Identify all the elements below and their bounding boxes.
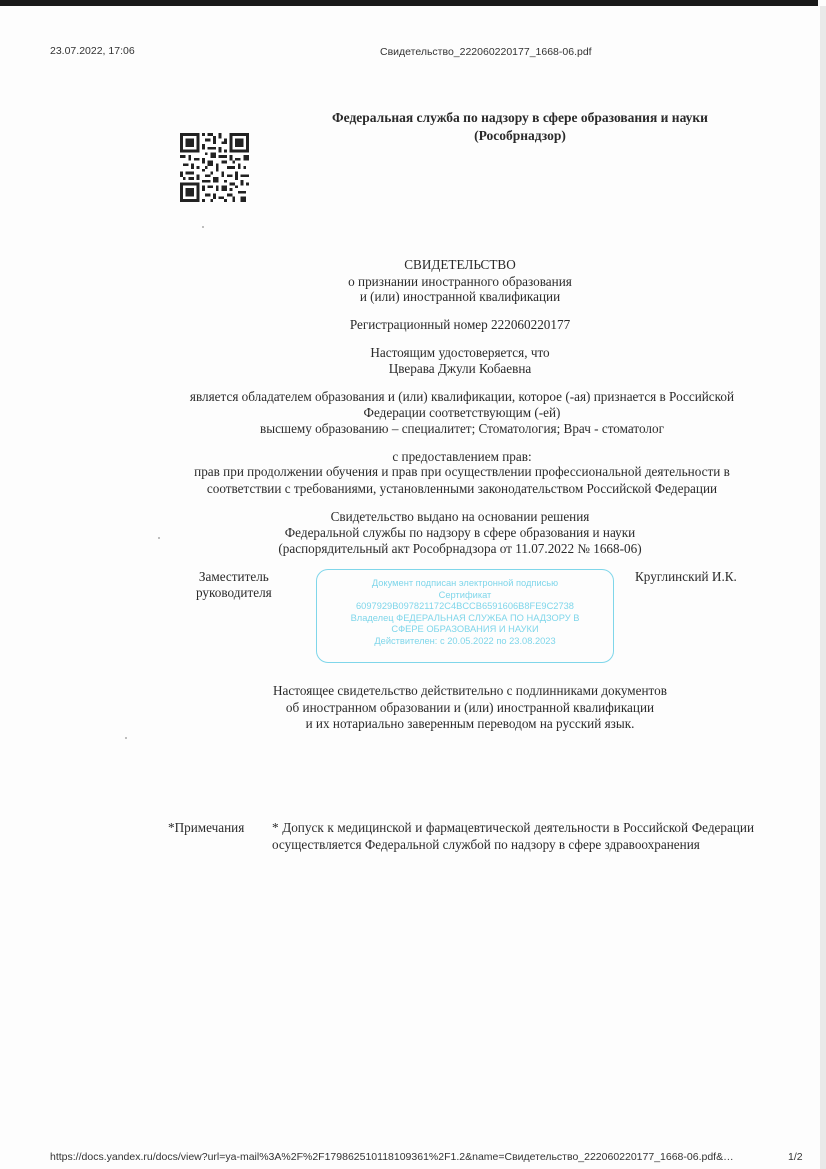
holder-name: Цверава Джули Кобаевна (388, 361, 532, 376)
qr-code-icon (180, 133, 249, 202)
stamp-owner-line-1: Владелец ФЕДЕРАЛЬНАЯ СЛУЖБА ПО НАДЗОРУ В (350, 612, 580, 623)
notes-label: *Примечания (168, 820, 245, 835)
certificate-subtitle-2: и (или) иностранной квалификации (359, 289, 561, 304)
signer-position-line-1: Заместитель (198, 569, 269, 584)
recognition-line-2: Федерации соответствующим (-ей) (363, 405, 561, 420)
scan-speck (158, 537, 160, 539)
certificate-title: СВИДЕТЕЛЬСТВО (404, 257, 516, 272)
notes-text: * Допуск к медицинской и фармацевтической деятельности в Российской Федерации осуществляется Федеральной службой по надзору в сфере здравоохранения (272, 820, 754, 852)
certificate-subtitle-1: о признании иностранного образования (348, 274, 572, 289)
signer-position (196, 569, 272, 601)
stamp-line-1: Документ подписан электронной подписью (371, 578, 559, 588)
stamp-certificate-id: 6097929B097821172C4BCCB6591606B8FE9C2738 (356, 601, 574, 611)
agency-short-name: (Рособрнадзор) (474, 128, 566, 143)
top-edge-bar (0, 0, 826, 6)
basis-line-1: Свидетельство выдано на основании решения (330, 509, 590, 524)
recognition-line-1: является обладателем образования и (или) квалификации, которое (-ая) признается в Российской (189, 389, 735, 404)
electronic-signature-stamp (316, 569, 614, 663)
page-indicator: 1/2 (788, 1151, 803, 1163)
scan-speck (125, 737, 127, 739)
signer-position-line-2: руководителя (196, 585, 272, 600)
validity-line-3: и их нотариально заверенным переводом на русский язык. (305, 716, 635, 731)
registration-number: Регистрационный номер 222060220177 (349, 317, 571, 332)
signer-name: Круглинский И.К. (635, 569, 737, 584)
scan-speck (202, 226, 204, 228)
agency-name: Федеральная служба по надзору в сфере образования и науки (332, 110, 708, 125)
validity-line-1: Настоящее свидетельство действительно с подлинниками документов (273, 683, 667, 698)
print-timestamp: 23.07.2022, 17:06 (50, 45, 135, 57)
rights-line-2: прав при продолжении обучения и прав при осуществлении профессиональной деятельности в (194, 464, 730, 479)
rights-line-3: соответствии с требованиями, установленными законодательством Российской Федерации (206, 481, 718, 496)
validity-line-2: об иностранном образовании и (или) иностранной квалификации (285, 700, 655, 715)
scan-right-edge (820, 6, 826, 1169)
document-file-title: Свидетельство_222060220177_1668-06.pdf (380, 46, 592, 58)
rights-line-1: с предоставлением прав: (392, 449, 532, 464)
basis-line-3: (распорядительный акт Рособрнадзора от 11.07.2022 № 1668-06) (278, 541, 642, 556)
basis-line-2: Федеральной службы по надзору в сфере образования и науки (284, 525, 636, 540)
stamp-owner-line-2: СФЕРЕ ОБРАЗОВАНИЯ И НАУКИ (391, 624, 539, 634)
recognition-line-3: высшему образованию – специалитет; Стоматология; Врач - стоматолог (259, 421, 665, 436)
certify-line: Настоящим удостоверяется, что (370, 345, 550, 360)
stamp-line-2: Сертификат (438, 589, 492, 600)
stamp-validity: Действителен: с 20.05.2022 по 23.08.2023 (374, 635, 556, 646)
page-url: https://docs.yandex.ru/docs/view?url=ya-mail%3A%2F%2F179862510118109361%2F1.2&name=Свидетельство_222060220177_1668-06.pdf&… (50, 1151, 734, 1163)
